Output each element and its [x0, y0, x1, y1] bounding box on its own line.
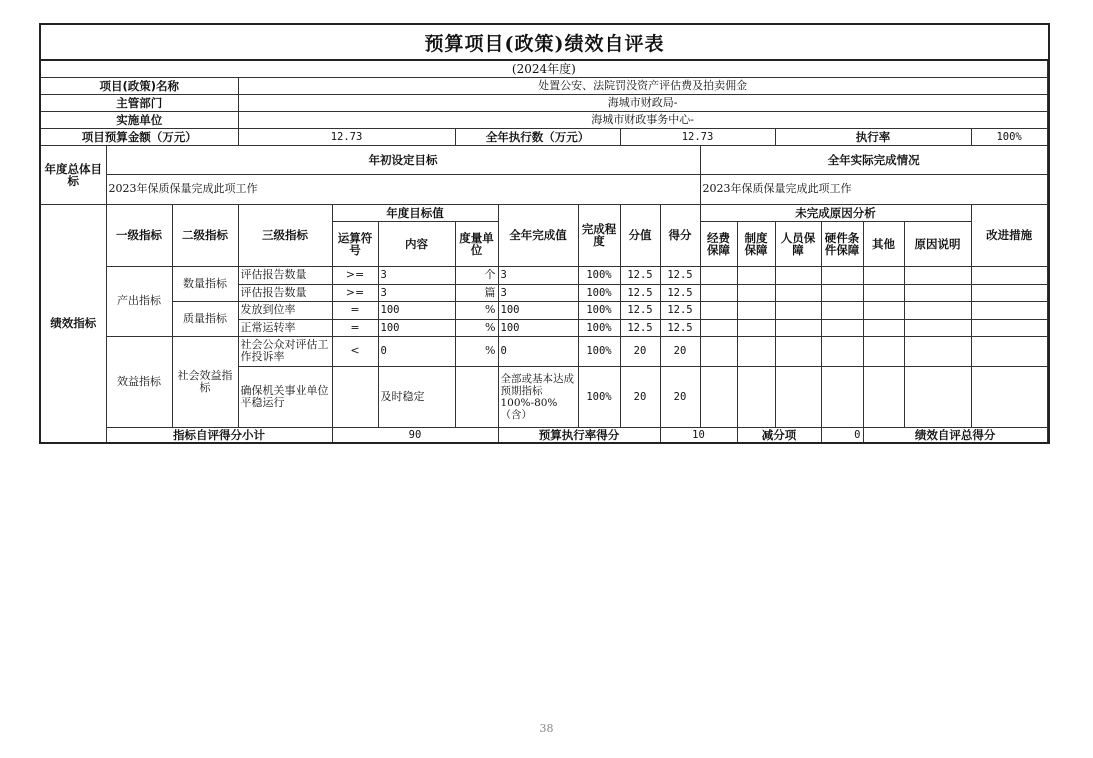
exec-rate: 100%: [971, 128, 1047, 145]
target-content: 100: [378, 301, 455, 319]
score: 12.5: [660, 284, 700, 301]
annual-value: 3: [498, 284, 578, 301]
header-reason-hardware: 硬件条件保障: [821, 221, 863, 266]
measure-unit: %: [455, 301, 498, 319]
form-table: [39, 59, 1050, 444]
level3-name: 评估报告数量: [238, 284, 332, 301]
deduct-value: 0: [821, 427, 863, 443]
completion: 100%: [578, 319, 620, 336]
target-content: 3: [378, 284, 455, 301]
header-reason-explain: 原因说明: [904, 221, 971, 266]
weight: 20: [620, 366, 660, 427]
operator: =: [332, 319, 378, 336]
total-label: 绩效自评总得分: [863, 427, 1047, 443]
completion: 100%: [578, 284, 620, 301]
goals-actual-header: 全年实际完成情况: [700, 145, 1047, 174]
goals-plan-header: 年初设定目标: [106, 145, 700, 174]
weight: 20: [620, 336, 660, 366]
dept-label: 主管部门: [40, 94, 238, 111]
completion: 100%: [578, 336, 620, 366]
level3-name: 确保机关事业单位平稳运行: [238, 366, 332, 427]
operator: >=: [332, 284, 378, 301]
budget-amount-label: 项目预算金额（万元）: [40, 128, 238, 145]
table-row: [40, 266, 1049, 284]
level1-benefit: 效益指标: [106, 336, 172, 427]
header-reason-group: 未完成原因分析: [700, 204, 971, 221]
header-content: 内容: [378, 221, 455, 266]
level3-name: 发放到位率: [238, 301, 332, 319]
weight: 12.5: [620, 301, 660, 319]
score: 20: [660, 336, 700, 366]
weight: 12.5: [620, 266, 660, 284]
annual-value: 0: [498, 336, 578, 366]
annual-value: 100: [498, 301, 578, 319]
form-title: 预算项目(政策)绩效自评表: [39, 23, 1050, 59]
target-content: 及时稳定: [378, 366, 455, 427]
goals-plan: 2023年保质保量完成此项工作: [106, 174, 700, 204]
deduct-label: 减分项: [737, 427, 821, 443]
measure-unit: 篇: [455, 284, 498, 301]
annual-value: 全部或基本达成预期指标100%-80%（含）: [498, 366, 578, 427]
completion: 100%: [578, 301, 620, 319]
header-reason-system: 制度保障: [737, 221, 775, 266]
completion: 100%: [578, 266, 620, 284]
operator: =: [332, 301, 378, 319]
header-level1: 一级指标: [106, 204, 172, 266]
measure-unit: [455, 366, 498, 427]
exec-rate-label: 执行率: [775, 128, 971, 145]
total-value: [1047, 427, 1049, 443]
header-reason-funding: 经费保障: [700, 221, 737, 266]
subtotal-label: 指标自评得分小计: [106, 427, 332, 443]
measure-unit: %: [455, 336, 498, 366]
score: 12.5: [660, 266, 700, 284]
score: 12.5: [660, 319, 700, 336]
header-score-value: 分值: [620, 204, 660, 266]
header-completion: 完成程度: [578, 204, 620, 266]
header-target-group: 年度目标值: [332, 204, 498, 221]
exec-score-value: 10: [660, 427, 737, 443]
level3-name: 社会公众对评估工作投诉率: [238, 336, 332, 366]
weight: 12.5: [620, 319, 660, 336]
project-name: 处置公安、法院罚没资产评估费及拍卖佣金: [238, 77, 1047, 94]
goals-actual: 2023年保质保量完成此项工作: [700, 174, 1047, 204]
header-level2: 二级指标: [172, 204, 238, 266]
executed-amount: 12.73: [620, 128, 775, 145]
indicators-section-label: 绩效指标: [40, 204, 106, 443]
annual-value: 100: [498, 319, 578, 336]
executed-label: 全年执行数（万元）: [455, 128, 620, 145]
header-score: 得分: [660, 204, 700, 266]
subtotal-value: 90: [332, 427, 498, 443]
dept-value: 海城市财政局-: [238, 94, 1047, 111]
operator: [332, 366, 378, 427]
unit-value: 海城市财政事务中心-: [238, 111, 1047, 128]
level2-social: 社会效益指标: [172, 336, 238, 427]
header-level3: 三级指标: [238, 204, 332, 266]
exec-score-label: 预算执行率得分: [498, 427, 660, 443]
header-annual-value: 全年完成值: [498, 204, 578, 266]
header-unit: 度量单位: [455, 221, 498, 266]
annual-value: 3: [498, 266, 578, 284]
header-operator: 运算符号: [332, 221, 378, 266]
target-content: 3: [378, 266, 455, 284]
header-reason-other: 其他: [863, 221, 904, 266]
score: 12.5: [660, 301, 700, 319]
form-year: (2024年度): [40, 60, 1047, 77]
target-content: 100: [378, 319, 455, 336]
header-reason-staff: 人员保障: [775, 221, 821, 266]
level2-quality: 质量指标: [172, 301, 238, 336]
goals-section-label: 年度总体目标: [40, 145, 106, 204]
header-improve: 改进措施: [971, 204, 1047, 266]
level2-quantity: 数量指标: [172, 266, 238, 301]
level3-name: 评估报告数量: [238, 266, 332, 284]
operator: <: [332, 336, 378, 366]
score: 20: [660, 366, 700, 427]
measure-unit: %: [455, 319, 498, 336]
level1-output: 产出指标: [106, 266, 172, 336]
page-number: 38: [539, 722, 554, 735]
target-content: 0: [378, 336, 455, 366]
project-name-label: 项目(政策)名称: [40, 77, 238, 94]
level3-name: 正常运转率: [238, 319, 332, 336]
operator: >=: [332, 266, 378, 284]
budget-amount: 12.73: [238, 128, 455, 145]
weight: 12.5: [620, 284, 660, 301]
completion: 100%: [578, 366, 620, 427]
measure-unit: 个: [455, 266, 498, 284]
table-row: [40, 336, 1049, 366]
table-row: [40, 301, 1049, 319]
unit-label: 实施单位: [40, 111, 238, 128]
performance-form: [39, 23, 1050, 444]
